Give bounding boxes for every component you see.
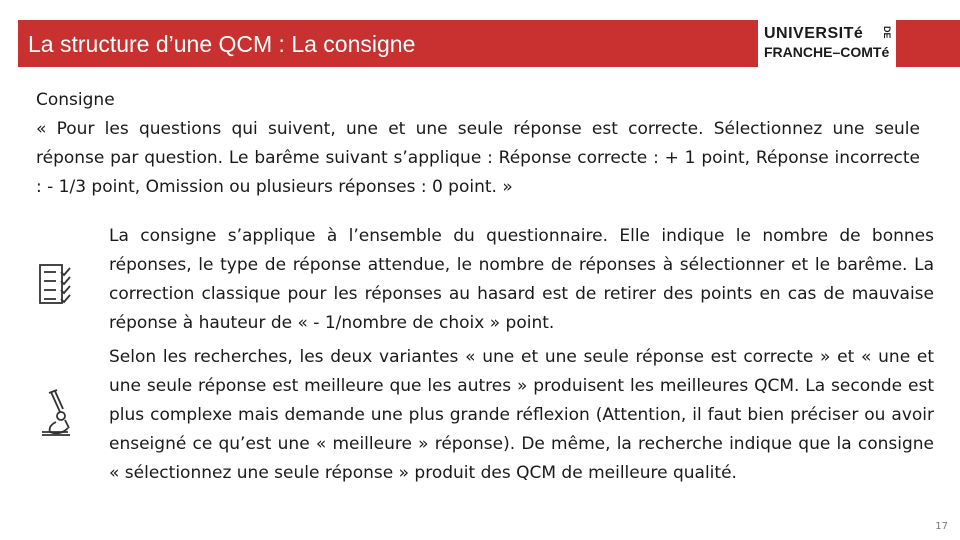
consigne-heading: Consigne: [36, 90, 115, 110]
microscope-icon: [38, 388, 74, 438]
consigne-quote: « Pour les questions qui suivent, une et une seule réponse est correcte. Sélectionnez une seule réponse par question. Le barême suivant s’applique : Réponse correcte : + 1 point, Réponse incorrecte : - 1/3 point, Omission ou plusieurs réponses : 0 point. »: [36, 119, 920, 197]
page-number: 17: [935, 521, 948, 532]
page-title: La structure d’une QCM : La consigne: [28, 31, 416, 57]
logo-line-2: FRANCHE–COMTé: [764, 44, 890, 60]
paragraph-consigne-scope: La consigne s’applique à l’ensemble du questionnaire. Elle indique le nombre de bonnes réponses, le type de réponse attendue, le nombre de réponses à sélectionner et le barême. La correction classique pour les réponses au hasard est de retirer des points en cas de mauvaise réponse à hauteur de « - 1/nombre de choix » point.: [109, 226, 934, 333]
paragraph-research: Selon les recherches, les deux variantes « une et une seule réponse est correcte » et « une et une seule réponse est meilleure que les autres » produisent les meilleures QCM. La seconde est plus complexe mais demande une plus grande réflexion (Attention, il faut bien préciser ou avoir enseigné ce qu’est une « meilleure » réponse). De même, la recherche indique que la consigne « sélectionnez une seule réponse » produit des QCM de meilleure qualité.: [109, 347, 934, 483]
logo-side-text: DE: [882, 26, 892, 39]
checklist-icon: [38, 262, 74, 308]
university-logo: [758, 20, 896, 67]
consigne-block: [36, 86, 920, 202]
logo-line-1: UNIVERSITé: [764, 25, 864, 42]
